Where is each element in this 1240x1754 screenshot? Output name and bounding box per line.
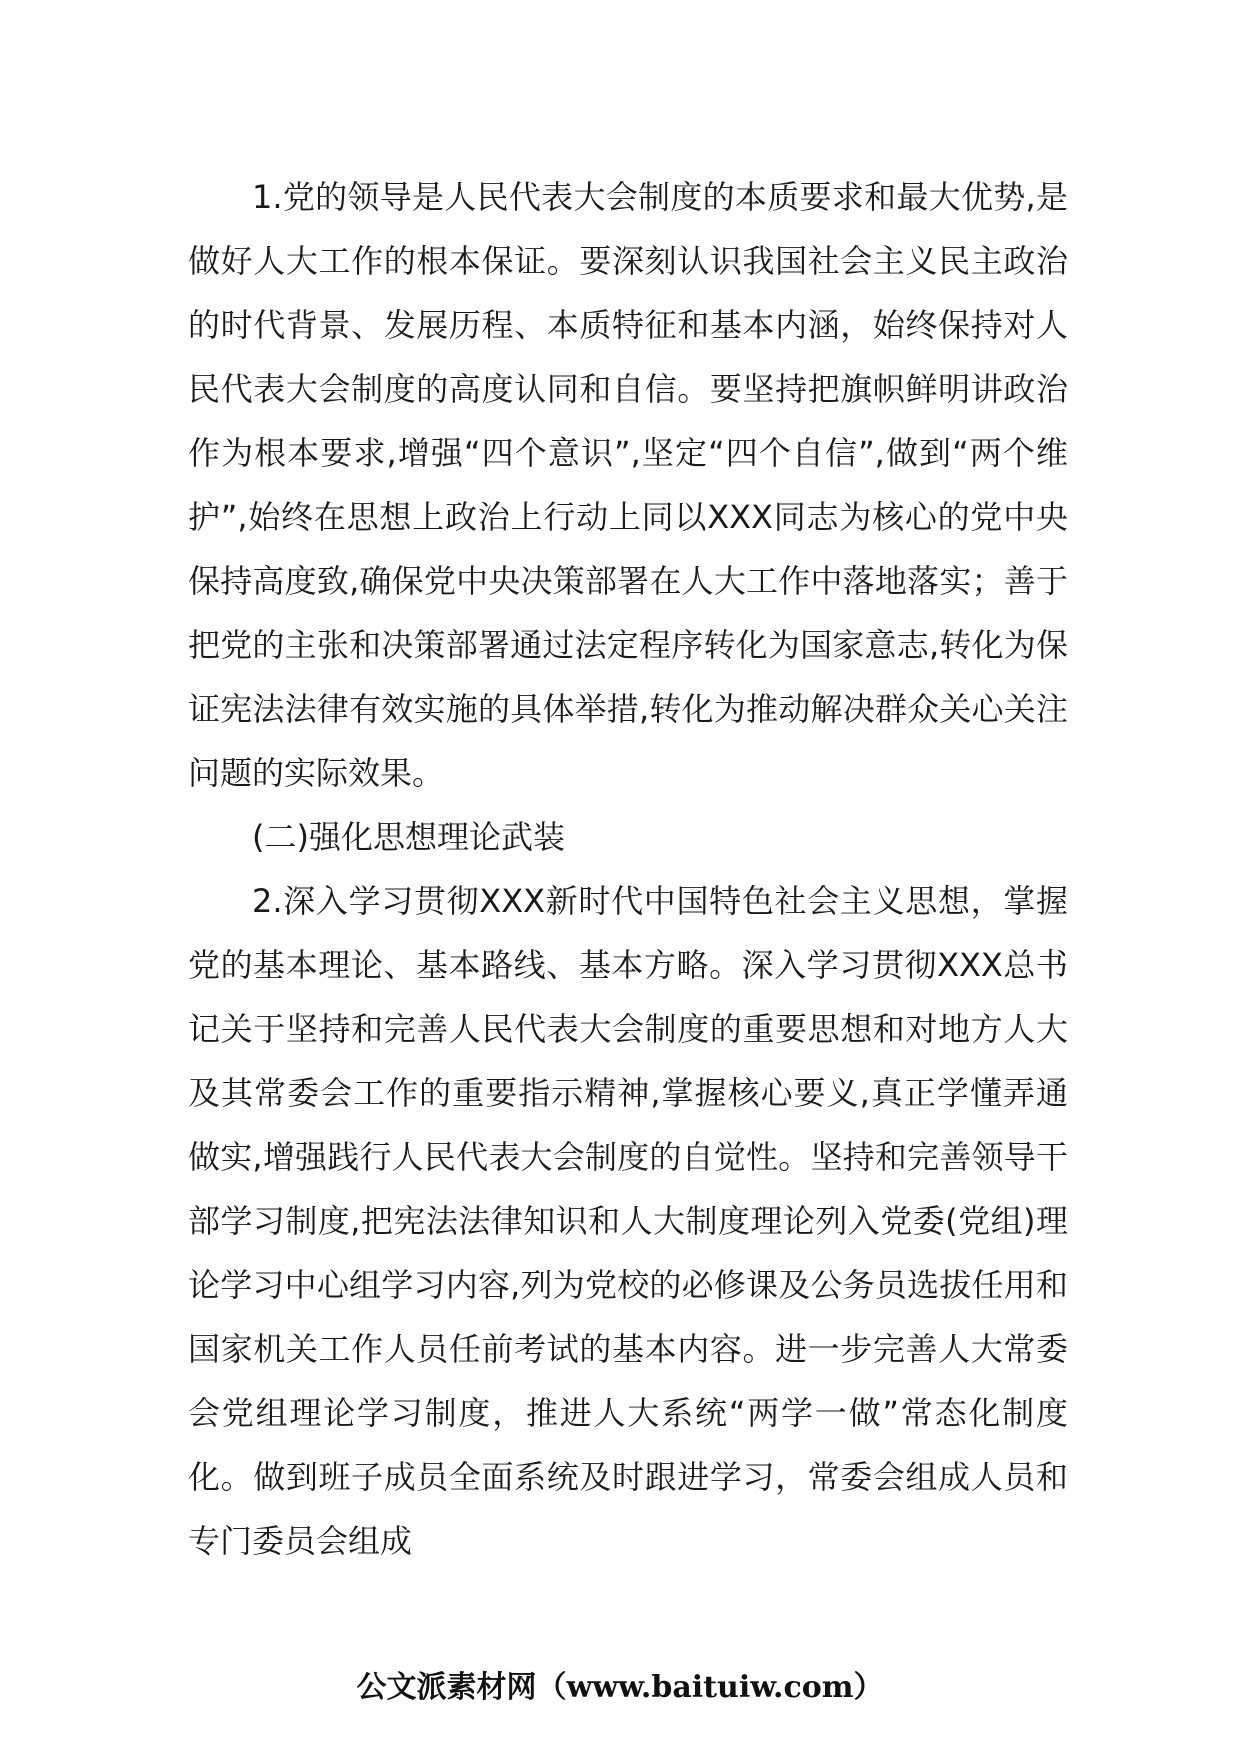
paragraph-party-leadership: 1.党的领导是人民代表大会制度的本质要求和最大优势,是做好人大工作的根本保证。要深刻认识我国社会主义民主政治的时代背景、发展历程、本质特征和基本内涵，始终保持对人民代表大会制度的高度认同和自信。要坚持把旗帜鲜明讲政治作为根本要求,增强“四个意识”,坚定“四个自信”,做到“两个维护”,始终在思想上政治上行动上同以XXX同志为核心的党中央保持高度致,确保党中央决策部署在人大工作中落地落实；善于把党的主张和决策部署通过法定程序转化为国家意志,转化为保证宪法法律有效实施的具体举措,转化为推动解决群众关心关注问题的实际效果。	[188, 178, 1068, 792]
footer-watermark: 公文派素材网（www.baituiw.com）	[356, 1670, 884, 1705]
document-body	[188, 165, 1068, 1573]
section-heading-theory: (二)强化思想理论武装	[252, 818, 565, 856]
paragraph-study-theory: 2.深入学习贯彻XXX新时代中国特色社会主义思想，掌握党的基本理论、基本路线、基本方略。深入学习贯彻XXX总书记关于坚持和完善人民代表大会制度的重要思想和对地方人大及其常委会工作的重要指示精神,掌握核心要义,真正学懂弄通做实,增强践行人民代表大会制度的自觉性。坚持和完善领导干部学习制度,把宪法法律知识和人大制度理论列入党委(党组)理论学习中心组学习内容,列为党校的必修课及公务员选拔任用和国家机关工作人员任前考试的基本内容。进一步完善人大常委会党组理论学习制度，推进人大系统“两学一做”常态化制度化。做到班子成员全面系统及时跟进学习，常委会组成人员和专门委员会组成	[188, 882, 1068, 1560]
